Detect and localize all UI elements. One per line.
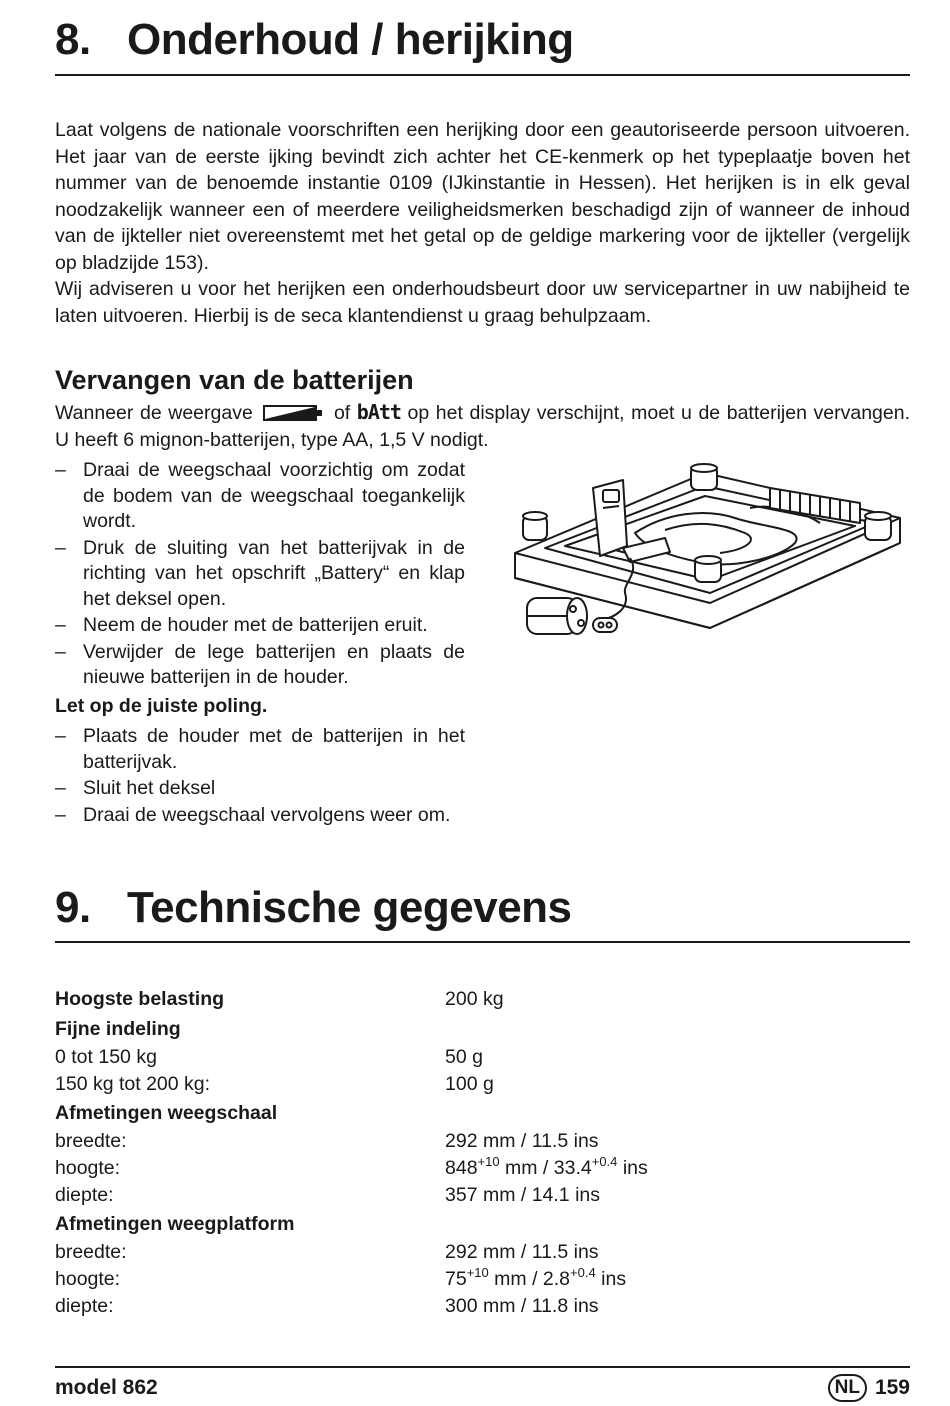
spec-row: diepte: 300 mm / 11.8 ins — [55, 1295, 599, 1317]
batteries-intro — [55, 399, 910, 453]
step-item: – Draai de weegschaal vervolgens weer om. — [55, 803, 451, 826]
spec-row: Afmetingen weegschaal — [55, 1102, 278, 1124]
section-9-rule — [55, 941, 910, 943]
section-8-body — [55, 117, 910, 329]
low-battery-icon — [263, 402, 323, 418]
page-number: 159 — [874, 1376, 910, 1399]
spec-row: Afmetingen weegplatform — [55, 1213, 295, 1235]
section-9-title: Technische gegevens — [127, 883, 572, 932]
footer-model: model 862 — [55, 1376, 158, 1399]
spec-row: hoogte: $75^{+10}$ mm / $2.8^{+0.4}$ ins — [55, 1265, 627, 1290]
spec-row: breedte: 292 mm / 11.5 ins — [55, 1130, 599, 1152]
battery-steps — [55, 458, 465, 829]
spec-row: Fijne indeling — [55, 1018, 181, 1040]
spec-row: diepte: 357 mm / 14.1 ins — [55, 1184, 600, 1206]
page-footer — [55, 1374, 910, 1406]
section-8-title: Onderhoud / herijking — [127, 15, 574, 64]
intro-of: of — [333, 402, 351, 424]
step-item: – Neem de houder met de batterijen eruit. — [55, 614, 428, 636]
section-8-paragraph-2: Wij adviseren u voor het herijken een onderhoudsbeurt door uw servicepartner in uw nabijheid te laten uitvoeren. Hierbij is de seca klantendienst u graag behulpzaam. — [55, 278, 910, 327]
spec-row: Hoogste belasting 200 kg — [55, 988, 504, 1010]
step-item: – Verwijder de lege batterijen en plaats de nieuwe batterijen in de houder. — [55, 640, 465, 688]
batt-display-glyph: bAtt — [356, 400, 401, 424]
step-item: – Draai de weegschaal voorzichtig om zodat de bodem van de weegschaal toegankelijk wordt. — [55, 459, 465, 532]
footer-rule — [55, 1366, 910, 1368]
spec-row: breedte: 292 mm / 11.5 ins — [55, 1241, 599, 1263]
step-item: – Druk de sluiting van het batterijvak in de richting van het opschrift „Battery“ en klap het deksel open. — [55, 536, 465, 610]
spec-row: hoogte: $848^{+10}$ mm / $33.4^{+0.4}$ ins — [55, 1154, 648, 1179]
step-item: – Plaats de houder met de batterijen in het batterijvak. — [55, 725, 465, 773]
scale-battery-illustration — [505, 458, 910, 658]
technical-specs-table — [55, 984, 910, 1320]
section-8-number: 8. — [55, 15, 91, 64]
step-item: – Sluit het deksel — [55, 777, 216, 799]
section-9-number: 9. — [55, 883, 91, 932]
batteries-heading: Vervangen van de batterijen — [55, 365, 414, 395]
section-8-rule — [55, 74, 910, 76]
section-8-paragraph-1: Laat volgens de nationale voorschriften een herijking door een geautoriseerde persoon uitvoeren. Het jaar van de eerste ijking bevindt zich achter het CE-kenmerk op het typeplaatje boven het nummer van de benoemde instantie 0109 (IJkinstantie in Hessen). Het herijken is in elk geval noodzakelijk wanneer een of meerdere veiligheidsmerken beschadigd zijn of wanneer de inhoud van de ijkteller niet overeenstemt met het getal op de geldige markering voor de ijkteller (vergelijk op bladzijde 153). — [55, 119, 910, 274]
spec-row: 150 kg tot 200 kg: 100 g — [55, 1073, 494, 1095]
section-9-heading — [55, 882, 572, 934]
section-8-heading — [55, 14, 574, 66]
intro-before: Wanneer de weergave — [55, 402, 253, 424]
intro-after: op het display verschijnt, moet u de batterijen vervangen. U heeft 6 mignon-batterijen, type AA, 1,5 V nodigt. — [55, 402, 910, 451]
footer-right — [828, 1374, 910, 1402]
spec-row: 0 tot 150 kg 50 g — [55, 1046, 483, 1068]
polarity-note: Let op de juiste poling. — [55, 694, 268, 717]
language-badge: NL — [828, 1374, 867, 1402]
